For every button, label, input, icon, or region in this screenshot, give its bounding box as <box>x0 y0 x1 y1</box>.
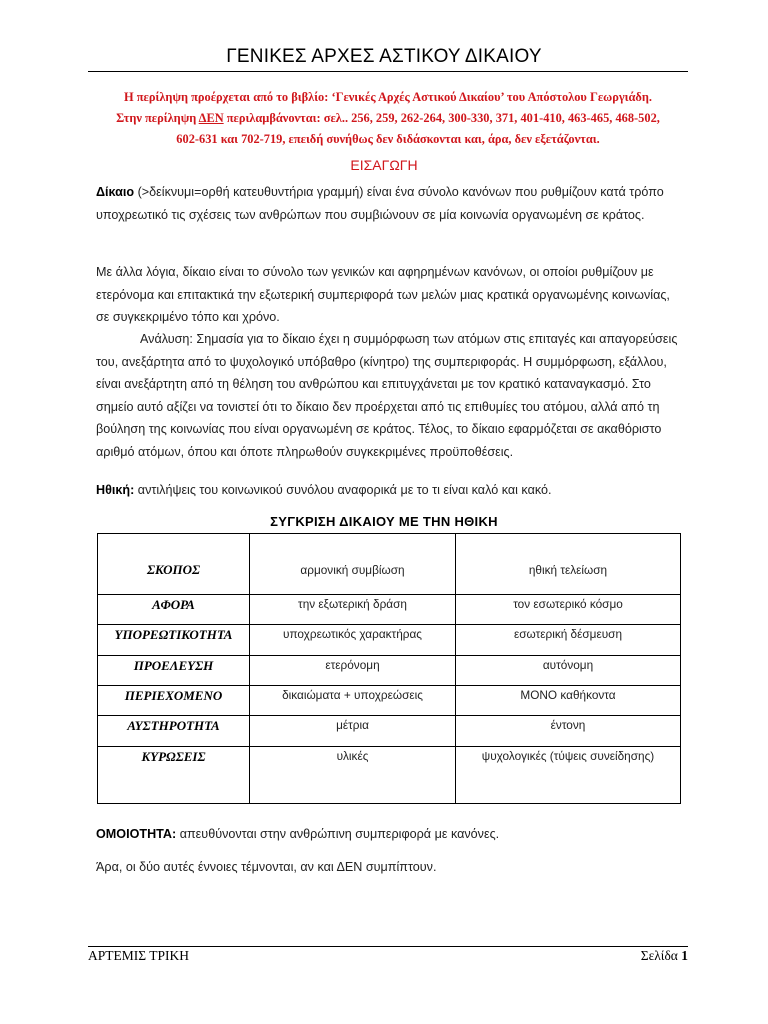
section-title: ΕΙΣΑΓΩΓΗ <box>350 157 418 173</box>
row-label: ΥΠΟΡΕΩΤΙΚΟΤΗΤΑ <box>98 625 250 656</box>
table-row <box>98 747 681 804</box>
source-note-line-2-pre: Στην περίληψη <box>116 111 199 125</box>
ethics-cell: ηθική τελείωση <box>456 534 681 595</box>
row-label: ΑΦΟΡΑ <box>98 595 250 625</box>
paragraph-ethics-text: αντιλήψεις του κοινωνικού συνόλου αναφορικά με το τι είναι καλό και κακό. <box>134 483 552 497</box>
paragraph-analysis: Ανάλυση: Σημασία για το δίκαιο έχει η συμμόρφωση των ατόμων στις επιταγές και απαγορεύσεις του, ανεξάρτητα από το ψυχολογικό υπόβαθρο (κίνητρο) της συμπεριφοράς. Η συμμόρφωση, εξάλλου, είναι ανεξάρτητη από τη θέληση του ανθρώπου και επιτυγχάνεται με τον κρατικό καταναγκασμό. Στο σημείο αυτό αξίζει να τονιστεί ότι το δίκαιο δεν προέρχεται από τις επιθυμίες του ατόμου, αλλά από τη βούληση της κοινωνίας που είναι οργανωμένη σε κράτος. Τέλος, το δίκαιο εφαρμόζεται σε ακαθόριστο αριθμό ατόμων, όπου και όποτε πληρωθούν συγκεκριμένες προϋποθέσεις. <box>96 332 678 459</box>
row-label: ΑΥΣΤΗΡΟΤΗΤΑ <box>98 716 250 747</box>
document-title: ΓΕΝΙΚΕΣ ΑΡΧΕΣ ΑΣΤΙΚΟΥ ΔΙΚΑΙΟΥ <box>226 46 542 67</box>
source-note <box>88 87 688 150</box>
title-underline <box>88 71 688 72</box>
footer-author: ΑΡΤΕΜΙΣ ΤΡΙΚΗ <box>88 948 189 963</box>
table-row <box>98 625 681 656</box>
paragraph-conclusion: Άρα, οι δύο αυτές έννοιες τέμνονται, αν και ΔΕΝ συμπίπτουν. <box>96 860 437 874</box>
paragraph-similarity-text: απευθύνονται στην ανθρώπινη συμπεριφορά με κανόνες. <box>176 827 500 841</box>
law-cell: υλικές <box>250 747 456 804</box>
source-note-line-1: Η περίληψη προέρχεται από το βιβλίο: ‘Γενικές Αρχές Αστικού Δικαίου’ του Απόστολου Γεωργιάδη. <box>124 90 652 104</box>
paragraph-ethics-term: Ηθική: <box>96 483 135 497</box>
law-cell: αρμονική συμβίωση <box>250 534 456 595</box>
table-row <box>98 716 681 747</box>
source-note-emphasis: ΔΕΝ <box>198 111 224 125</box>
table-row <box>98 595 681 625</box>
law-cell: δικαιώματα + υποχρεώσεις <box>250 686 456 716</box>
footer-page-label: Σελίδα <box>640 948 678 963</box>
comparison-table-title: ΣΥΓΚΡΙΣΗ ΔΙΚΑΙΟΥ ΜΕ ΤΗΝ ΗΘΙΚΗ <box>270 514 498 529</box>
law-cell: υποχρεωτικός χαρακτήρας <box>250 625 456 656</box>
law-cell: μέτρια <box>250 716 456 747</box>
footer-page-number: 1 <box>681 948 688 963</box>
ethics-cell: έντονη <box>456 716 681 747</box>
source-note-line-2-post: περιλαμβάνονται: σελ.. 256, 259, 262-264, 300-330, 371, 401-410, 463-465, 468-502, <box>223 111 660 125</box>
law-cell: την εξωτερική δράση <box>250 595 456 625</box>
footer-page <box>641 948 688 964</box>
table-row <box>98 534 681 595</box>
footer-rule <box>88 946 688 947</box>
source-note-line-2 <box>88 108 688 129</box>
row-label: ΠΡΟΕΛΕΥΣΗ <box>98 656 250 686</box>
table-row <box>98 656 681 686</box>
paragraph-definition-text: (>δείκνυμι=ορθή κατευθυντήρια γραμμή) είναι ένα σύνολο κανόνων που ρυθμίζουν κατά τρόπο υποχρεωτικό τις σχέσεις των ανθρώπων που συμβιώνουν σε μία κοινωνία οργανωμένη σε κράτος. <box>96 185 664 222</box>
paragraph-definition <box>96 181 681 226</box>
paragraph-similarity <box>96 823 681 846</box>
ethics-cell: τον εσωτερικό κόσμο <box>456 595 681 625</box>
paragraph-definition-term: Δίκαιο <box>96 185 135 199</box>
source-note-line-3: 602-631 και 702-719, επειδή συνήθως δεν διδάσκονται και, άρα, δεν εξετάζονται. <box>176 132 600 146</box>
paragraph-similarity-term: ΟΜΟΙΟΤΗΤΑ: <box>96 827 177 841</box>
law-cell: ετερόνομη <box>250 656 456 686</box>
ethics-cell: αυτόνομη <box>456 656 681 686</box>
row-label: ΣΚΟΠΟΣ <box>98 534 250 595</box>
ethics-cell: εσωτερική δέσμευση <box>456 625 681 656</box>
paragraph-restatement: Με άλλα λόγια, δίκαιο είναι το σύνολο των γενικών και αφηρημένων κανόνων, οι οποίοι ρυθμίζουν με ετερόνομα και επιτακτικά την εξωτερική συμπεριφορά των μελών μιας κρατικά οργανωμένης κοινωνίας, σε συγκεκριμένο τόπο και χρόνο. <box>96 265 670 324</box>
row-label: ΠΕΡΙΕΧΟΜΕΝΟ <box>98 686 250 716</box>
paragraph-ethics <box>96 479 681 502</box>
table-row <box>98 686 681 716</box>
comparison-table <box>97 533 681 804</box>
ethics-cell: ψυχολογικές (τύψεις συνείδησης) <box>456 747 681 804</box>
row-label: ΚΥΡΩΣΕΙΣ <box>98 747 250 804</box>
ethics-cell: ΜΟΝΟ καθήκοντα <box>456 686 681 716</box>
